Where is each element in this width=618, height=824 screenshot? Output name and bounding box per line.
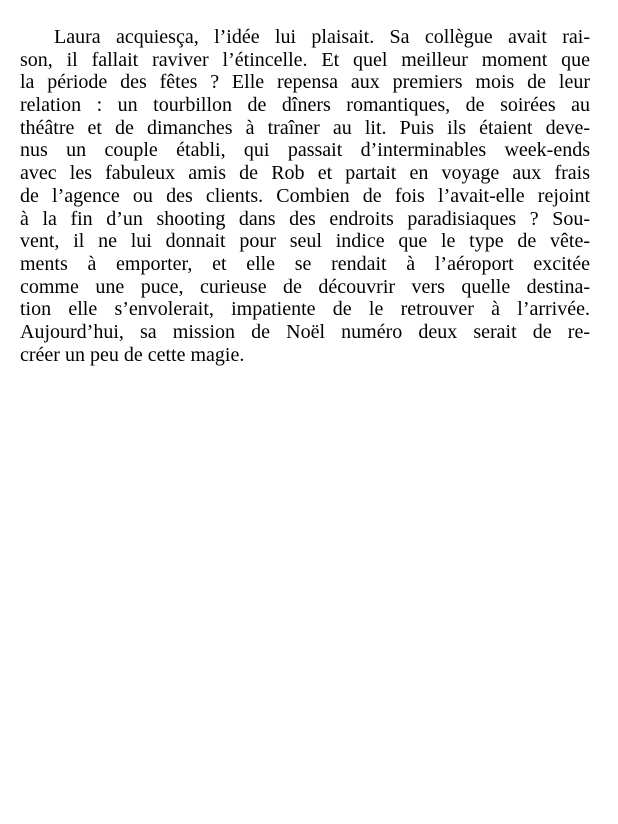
text-line: ments à emporter, et elle se rendait à l’aéroport excitée xyxy=(20,252,590,275)
document-page xyxy=(20,26,590,366)
text-line: relation : un tourbillon de dîners romantiques, de soirées au xyxy=(20,94,590,117)
text-line: vent, il ne lui donnait pour seul indice que le type de vête- xyxy=(20,230,590,253)
text-line: à la fin d’un shooting dans des endroits paradisiaques ? Sou- xyxy=(20,207,590,230)
text-line: la période des fêtes ? Elle repensa aux premiers mois de leur xyxy=(20,71,590,94)
paragraph xyxy=(20,26,590,366)
text-line: nus un couple établi, qui passait d’interminables week-ends xyxy=(20,139,590,162)
text-line: Laura acquiesça, l’idée lui plaisait. Sa collègue avait rai- xyxy=(54,26,590,48)
text-line: avec les fabuleux amis de Rob et partait en voyage aux frais xyxy=(20,162,590,185)
text-line: de l’agence ou des clients. Combien de fois l’avait-elle rejoint xyxy=(20,184,590,207)
text-line: comme une puce, curieuse de découvrir vers quelle destina- xyxy=(20,275,590,298)
text-line: créer un peu de cette magie. xyxy=(20,343,245,366)
text-line: son, il fallait raviver l’étincelle. Et quel meilleur moment que xyxy=(20,48,590,71)
text-line: théâtre et de dimanches à traîner au lit. Puis ils étaient deve- xyxy=(20,116,590,139)
text-line: tion elle s’envolerait, impatiente de le retrouver à l’arrivée. xyxy=(20,298,590,321)
text-line: Aujourd’hui, sa mission de Noël numéro deux serait de re- xyxy=(20,320,590,343)
